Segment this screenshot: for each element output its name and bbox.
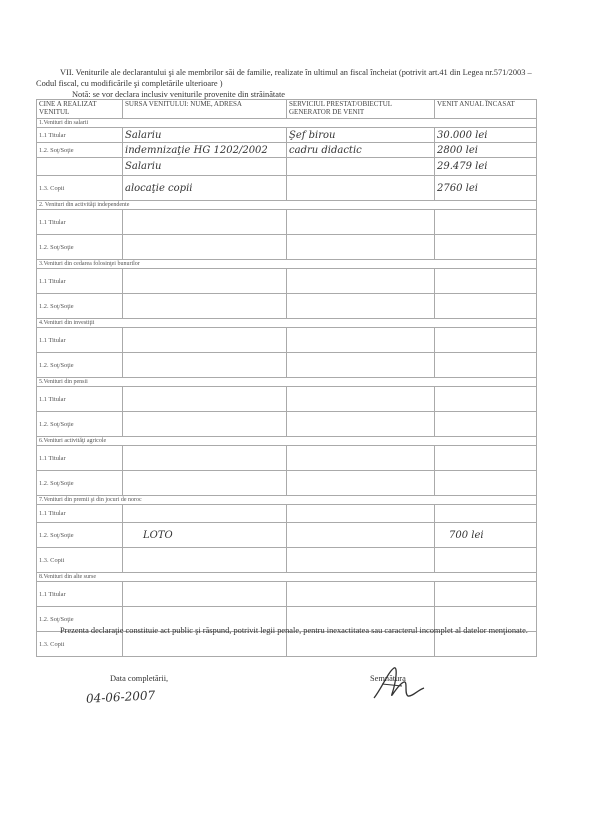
service-cell: cadru didactic bbox=[287, 143, 435, 158]
row-label: 1.2. Soţ/Soţie bbox=[37, 412, 123, 437]
row-label: 1.2. Soţ/Soţie bbox=[37, 607, 123, 632]
table-row bbox=[37, 158, 537, 176]
intro-text bbox=[36, 67, 544, 100]
row-label bbox=[37, 158, 123, 176]
section-label: 4.Venituri din investiţii bbox=[37, 319, 537, 328]
header-sursa: SURSA VENITULUI: NUME, ADRESA bbox=[123, 100, 287, 119]
table-row bbox=[37, 353, 537, 378]
amount-cell: 2800 lei bbox=[435, 143, 537, 158]
row-label: 1.2. Soţ/Soţie bbox=[37, 294, 123, 319]
section-row bbox=[37, 119, 537, 128]
row-label: 1.1 Titular bbox=[37, 387, 123, 412]
section-row bbox=[37, 573, 537, 582]
table-row bbox=[37, 523, 537, 548]
section-label: 1.Venituri din salarii bbox=[37, 119, 537, 128]
table-row bbox=[37, 176, 537, 201]
row-label: 1.1 Titular bbox=[37, 328, 123, 353]
table-row bbox=[37, 235, 537, 260]
table-row bbox=[37, 548, 537, 573]
row-label: 1.1 Titular bbox=[37, 128, 123, 143]
section-row bbox=[37, 319, 537, 328]
amount-cell: 2760 lei bbox=[435, 176, 537, 201]
amount-cell: 29.479 lei bbox=[435, 158, 537, 176]
row-label: 1.2. Soţ/Soţie bbox=[37, 471, 123, 496]
section-row bbox=[37, 260, 537, 269]
section-row bbox=[37, 201, 537, 210]
amount-cell: 30.000 lei bbox=[435, 128, 537, 143]
section-label: 2. Venituri din activităţi independente bbox=[37, 201, 537, 210]
service-cell bbox=[287, 158, 435, 176]
source-cell: Salariu bbox=[123, 158, 287, 176]
table-row bbox=[37, 269, 537, 294]
row-label: 1.2. Soţ/Soţie bbox=[37, 143, 123, 158]
table-row bbox=[37, 387, 537, 412]
row-label: 1.2. Soţ/Soţie bbox=[37, 235, 123, 260]
section-row bbox=[37, 437, 537, 446]
header-cine: CINE A REALIZAT VENITUL bbox=[37, 100, 123, 119]
table-row bbox=[37, 210, 537, 235]
statement-text: Prezenta declaraţie constituie act public şi răspund, potrivit legii penale, pentru inexactitatea sau caracterul incomplet al datelor menţionate. bbox=[60, 626, 528, 635]
row-label: 1.2. Soţ/Soţie bbox=[37, 523, 123, 548]
service-cell: Şef birou bbox=[287, 128, 435, 143]
section-label: 3.Venituri din cedarea folosinţei bunurilor bbox=[37, 260, 537, 269]
header-serviciul: SERVICIUL PRESTAT/OBIECTUL GENERATOR DE VENIT bbox=[287, 100, 435, 119]
section-label: 7.Venituri din premii şi din jocuri de noroc bbox=[37, 496, 537, 505]
section-note: Notă: se vor declara inclusiv veniturile provenite din străinătate bbox=[72, 90, 286, 99]
section-heading: VII. Veniturile ale declarantului şi ale membrilor săi de familie, realizate în ultimul an fiscal încheiat (potrivit art.41 din Legea nr.571/2003 – Codul fiscal, cu modificările şi completările ulterioare ) bbox=[36, 68, 532, 88]
source-cell: LOTO bbox=[123, 523, 287, 548]
row-label: 1.3. Copii bbox=[37, 632, 123, 657]
section-row bbox=[37, 378, 537, 387]
date-value: 04-06-2007 bbox=[85, 688, 156, 706]
table-row bbox=[37, 143, 537, 158]
section-label: 8.Venituri din alte surse bbox=[37, 573, 537, 582]
income-table bbox=[36, 99, 537, 657]
row-label: 1.1 Titular bbox=[37, 269, 123, 294]
declaration-statement bbox=[36, 625, 546, 637]
header-venit: VENIT ANUAL ÎNCASAT bbox=[435, 100, 537, 119]
signature-label: Semnătura bbox=[370, 674, 406, 683]
table-row bbox=[37, 412, 537, 437]
table-row bbox=[37, 294, 537, 319]
date-label: Data completării, bbox=[110, 674, 169, 683]
section-row bbox=[37, 496, 537, 505]
signature-mark bbox=[368, 664, 428, 704]
row-label: 1.1 Titular bbox=[37, 210, 123, 235]
table-row bbox=[37, 446, 537, 471]
source-cell: alocaţie copii bbox=[123, 176, 287, 201]
row-label: 1.2. Soţ/Soţie bbox=[37, 353, 123, 378]
row-label: 1.1 Titular bbox=[37, 446, 123, 471]
table-row bbox=[37, 128, 537, 143]
service-cell bbox=[287, 176, 435, 201]
row-label: 1.3. Copii bbox=[37, 176, 123, 201]
table-row bbox=[37, 471, 537, 496]
table-header-row bbox=[37, 100, 537, 119]
row-label: 1.1 Titular bbox=[37, 582, 123, 607]
row-label: 1.1 Titular bbox=[37, 505, 123, 523]
source-cell: indemnizaţie HG 1202/2002 bbox=[123, 143, 287, 158]
table-row bbox=[37, 505, 537, 523]
source-cell: Salariu bbox=[123, 128, 287, 143]
row-label: 1.3. Copii bbox=[37, 548, 123, 573]
amount-cell: 700 lei bbox=[435, 523, 537, 548]
section-label: 6.Venituri activităţi agricole bbox=[37, 437, 537, 446]
table-row bbox=[37, 328, 537, 353]
section-label: 5.Venituri din pensii bbox=[37, 378, 537, 387]
table-row bbox=[37, 582, 537, 607]
